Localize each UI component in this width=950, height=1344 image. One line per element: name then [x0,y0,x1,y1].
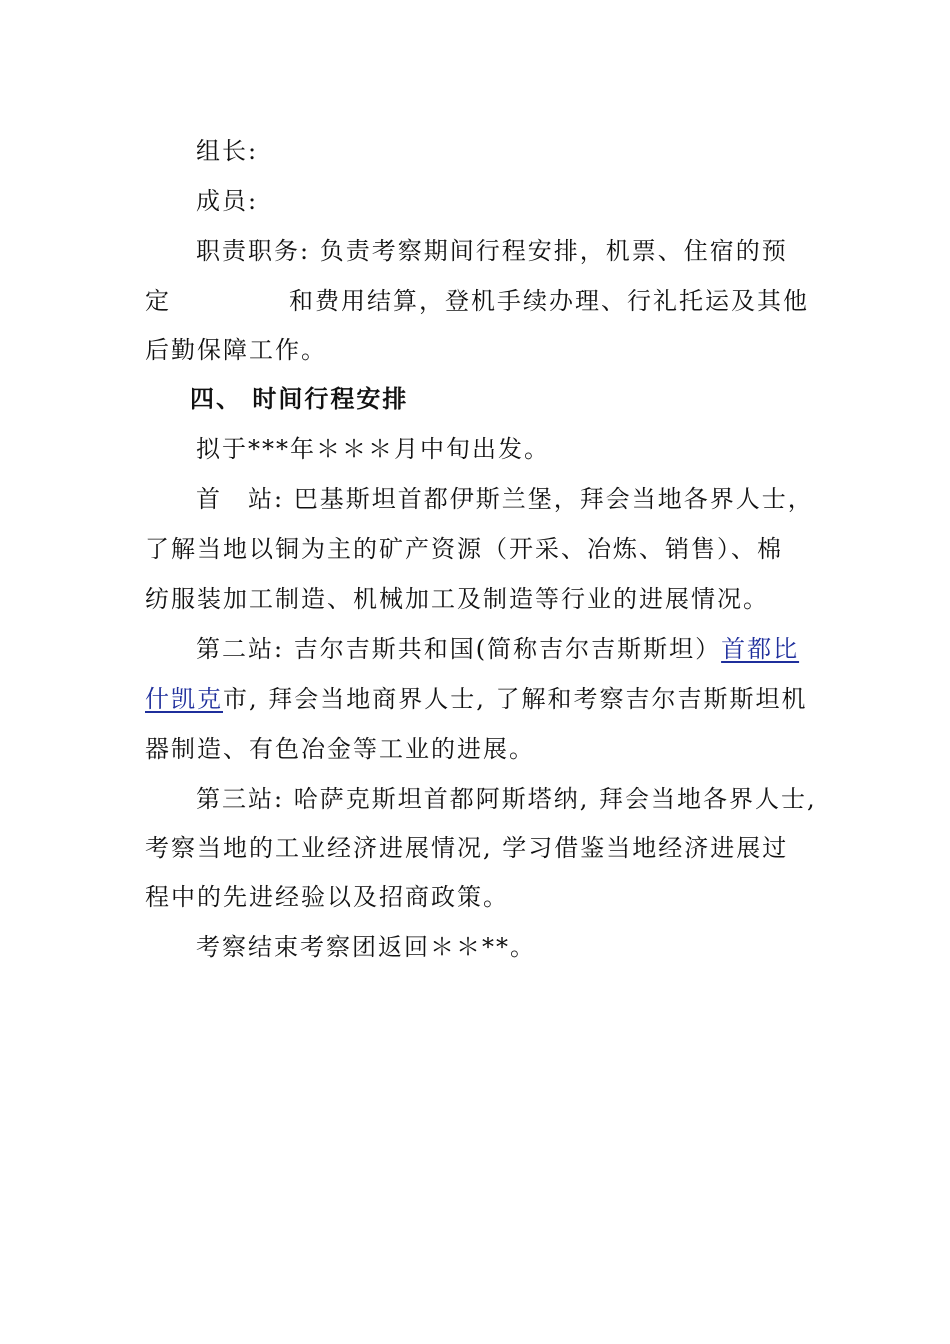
ending-line: 考察结束考察团返回＊＊**。 [196,933,536,961]
departure-line: 拟于***年＊＊＊月中旬出发。 [196,435,550,463]
duties-line-2-start: 定 [145,287,171,315]
section-heading: 四、 时间行程安排 [190,385,409,413]
duties-line-2-end: 和费用结算，登机手续办理、行礼托运及其他 [289,287,809,315]
stop1-line-3: 纺服装加工制造、机械加工及制造等行业的进展情况。 [145,585,769,613]
capital-link-part-1[interactable]: 首都比 [721,635,800,663]
stop3-line-3: 程中的先进经验以及招商政策。 [145,883,509,911]
stop3-line-1: 第三站: 哈萨克斯坦首都阿斯塔纳, 拜会当地各界人士, [196,785,817,813]
stop2-line-3: 器制造、有色冶金等工业的进展。 [145,735,535,763]
stop2-line-1-text: 第二站: 吉尔吉斯共和国(简称吉尔吉斯斯坦） [196,635,722,663]
capital-link-part-2[interactable]: 什凯克 [145,685,223,713]
stop2-line-2 [145,684,808,714]
stop2-line-1 [196,634,799,664]
duties-line-1: 职责职务: 负责考察期间行程安排，机票、住宿的预 [196,237,788,265]
leader-label: 组长: [196,137,259,165]
duties-line-3: 后勤保障工作。 [145,336,327,364]
duties-line-2 [145,286,809,316]
stop3-line-2: 考察当地的工业经济进展情况, 学习借鉴当地经济进展过 [145,834,789,862]
stop2-line-2-text: 市, 拜会当地商界人士, 了解和考察吉尔吉斯斯坦机 [223,685,808,713]
stop1-line-2: 了解当地以铜为主的矿产资源（开采、冶炼、销售）、棉 [145,535,783,563]
members-label: 成员: [196,187,259,215]
stop1-line-1: 首 站: 巴基斯坦首都伊斯兰堡，拜会当地各界人士， [196,485,814,513]
